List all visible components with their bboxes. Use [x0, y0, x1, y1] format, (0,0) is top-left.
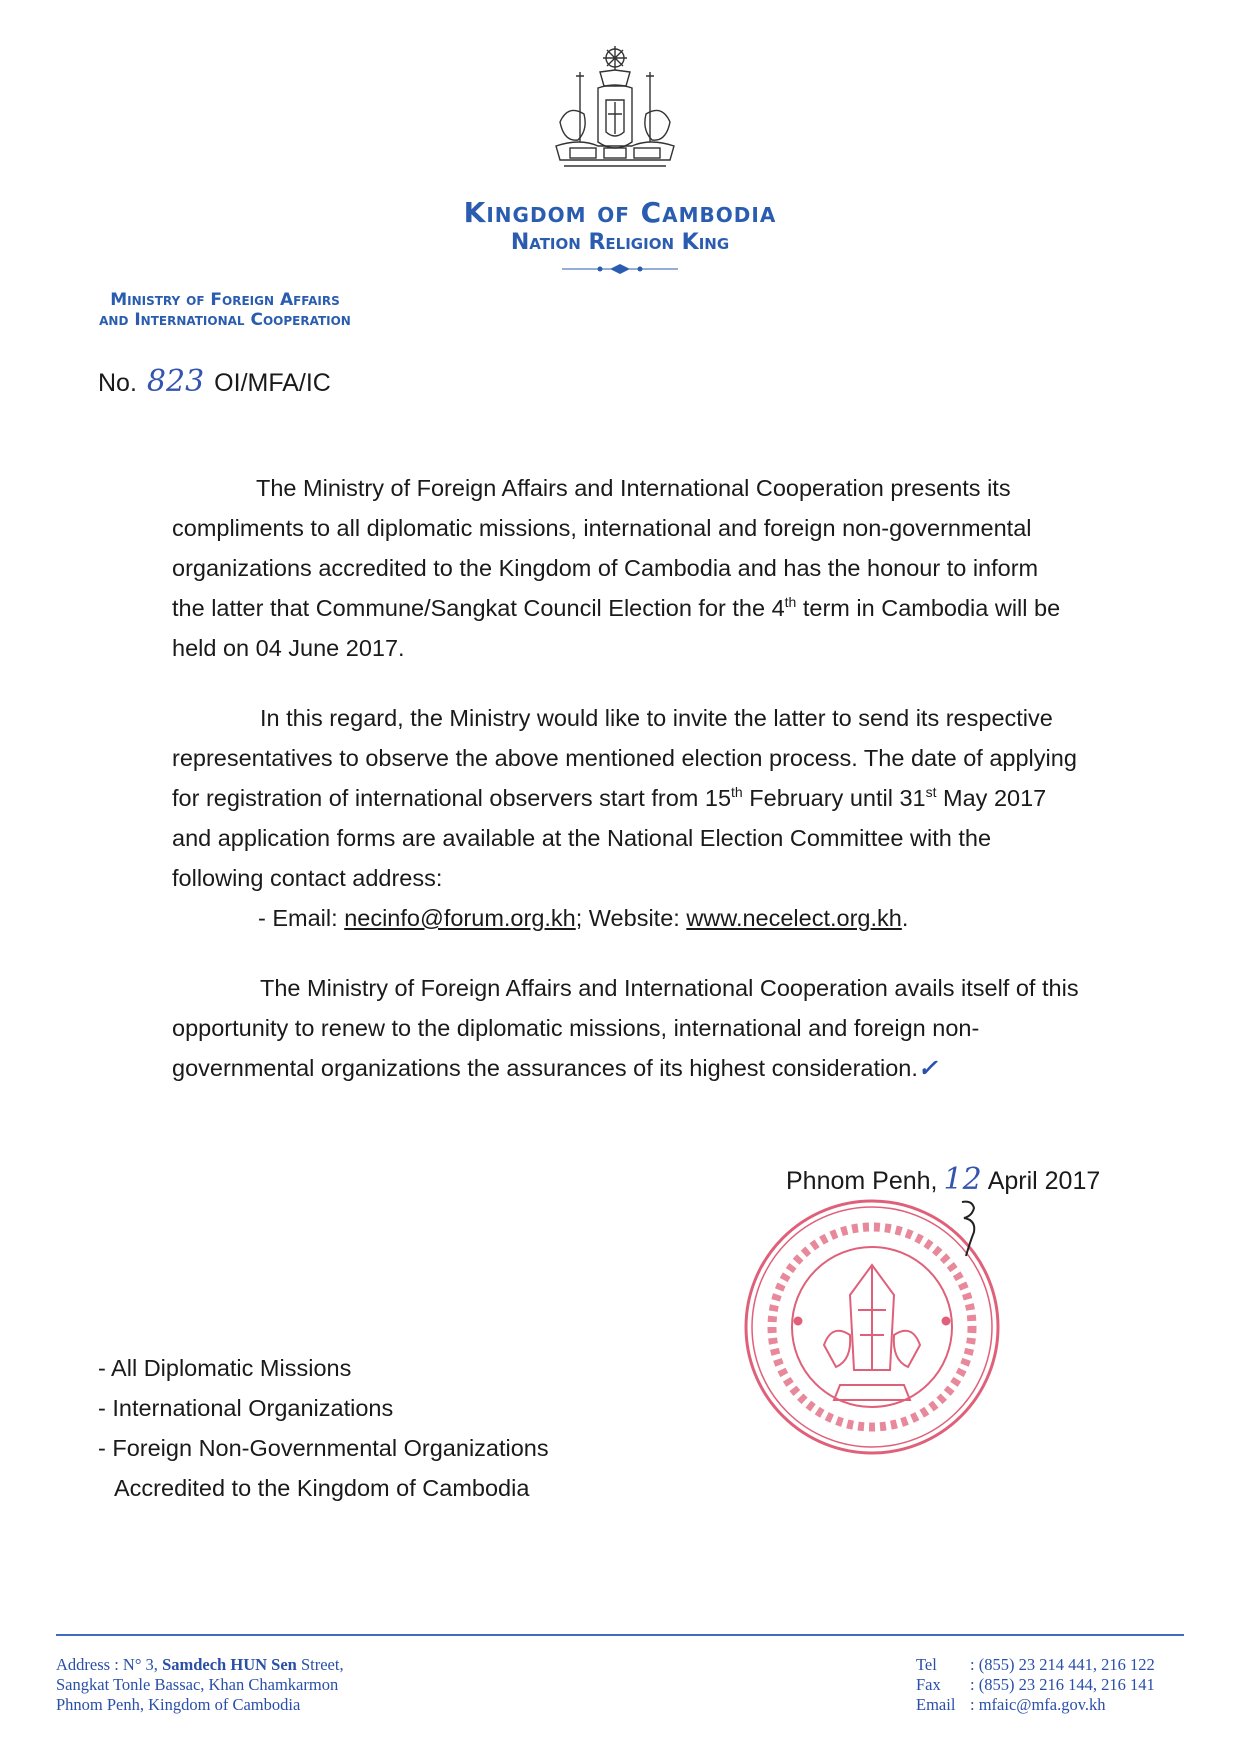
- p2-l3-sup2: st: [925, 784, 937, 801]
- recipients-list: [98, 1348, 549, 1508]
- p2-line: [172, 778, 1116, 818]
- p2-line: following contact address:: [172, 865, 443, 891]
- p1-l4-text: the latter that Commune/Sangkat Council Election for the 4: [172, 595, 785, 621]
- initial-signature-mark: [958, 1198, 982, 1258]
- paragraph-closing: [172, 968, 1116, 1088]
- p2-l3-sup1: th: [731, 784, 743, 801]
- email-value[interactable]: : mfaic@mfa.gov.kh: [970, 1695, 1106, 1714]
- address-line1: [56, 1655, 344, 1675]
- fax-value: : (855) 23 216 144, 216 141: [970, 1675, 1155, 1694]
- address-label: Address : N° 3,: [56, 1655, 163, 1674]
- checkmark-icon: ✓: [917, 1055, 938, 1081]
- decorative-divider-ornament: [560, 262, 680, 276]
- p1-line: organizations accredited to the Kingdom of Cambodia and has the honour to inform: [172, 555, 1039, 581]
- tel-value: : (855) 23 214 441, 216 122: [970, 1655, 1155, 1674]
- p1-l4-sup: th: [784, 594, 797, 611]
- p2-line: In this regard, the Ministry would like to invite the latter to send its respective: [260, 705, 1053, 731]
- country-title: Kingdom of Cambodia: [463, 196, 777, 229]
- p3-line: The Ministry of Foreign Affairs and International Cooperation avails itself of this: [260, 975, 1079, 1001]
- royal-coat-of-arms-emblem: [540, 42, 690, 182]
- reference-handwritten-number: 823: [146, 364, 205, 399]
- p2-line: and application forms are available at the National Election Committee with the: [172, 825, 992, 851]
- footer-address: [56, 1655, 344, 1715]
- reference-prefix: No.: [98, 369, 137, 397]
- recipient-item: - Foreign Non-Governmental Organizations: [98, 1435, 549, 1461]
- footer-tel: [916, 1655, 1155, 1675]
- p1-line: The Ministry of Foreign Affairs and International Cooperation presents its: [256, 475, 1011, 501]
- recipient-item: Accredited to the Kingdom of Cambodia: [114, 1475, 530, 1501]
- p1-line: compliments to all diplomatic missions, international and foreign non-governmental: [172, 515, 1032, 541]
- contact-line: [258, 905, 908, 932]
- p1-line: [172, 588, 1116, 628]
- address-line3: Phnom Penh, Kingdom of Cambodia: [56, 1695, 301, 1714]
- contact-website-link[interactable]: www.necelect.org.kh: [686, 905, 902, 931]
- paragraph-announcement: [172, 468, 1116, 668]
- p1-line: held on 04 June 2017.: [172, 635, 405, 661]
- p3-line: [172, 1048, 1116, 1088]
- address-line2: Sangkat Tonle Bassac, Khan Chamkarmon: [56, 1675, 339, 1694]
- dateline: [786, 1162, 1100, 1197]
- footer-fax: [916, 1675, 1155, 1695]
- p3-line: opportunity to renew to the diplomatic missions, international and foreign non-: [172, 1015, 980, 1041]
- recipient-item: - All Diplomatic Missions: [98, 1355, 352, 1381]
- email-label: Email: [916, 1695, 956, 1714]
- address-street-suffix: Street,: [296, 1655, 344, 1674]
- address-street: Samdech HUN Sen: [162, 1655, 297, 1674]
- contact-email-link[interactable]: necinfo@forum.org.kh: [344, 905, 576, 931]
- p2-l3-b: February until 31: [742, 785, 926, 811]
- p3-line-text: governmental organizations the assurances of its highest consideration.: [172, 1055, 918, 1081]
- national-motto: Nation Religion King: [510, 230, 730, 255]
- p2-line: representatives to observe the above mentioned election process. The date of applying: [172, 745, 1077, 771]
- reference-number: [98, 364, 331, 399]
- p1-l4-text-after: term in Cambodia will be: [796, 595, 1061, 621]
- tel-label: Tel: [916, 1655, 937, 1674]
- dateline-handwritten-day: 12: [943, 1162, 982, 1197]
- reference-suffix: OI/MFA/IC: [214, 369, 331, 397]
- contact-separator: ; Website:: [575, 905, 687, 931]
- fax-label: Fax: [916, 1675, 941, 1694]
- p2-l3-c: May 2017: [936, 785, 1047, 811]
- paragraph-invitation: [172, 698, 1116, 898]
- ministry-name: [40, 290, 410, 330]
- footer-email: [916, 1695, 1155, 1715]
- ministry-name-line1: Ministry of Foreign Affairs: [110, 290, 340, 310]
- dateline-month-year: April 2017: [987, 1167, 1101, 1195]
- ministry-name-line2: and International Cooperation: [99, 310, 351, 330]
- p2-l3-a: for registration of international observers start from 15: [172, 785, 732, 811]
- dateline-place: Phnom Penh,: [786, 1167, 938, 1195]
- contact-end: .: [901, 905, 909, 931]
- footer-divider: [56, 1634, 1184, 1636]
- footer-contacts: [916, 1655, 1155, 1715]
- recipient-item: - International Organizations: [98, 1395, 394, 1421]
- contact-email-label: - Email:: [258, 905, 345, 931]
